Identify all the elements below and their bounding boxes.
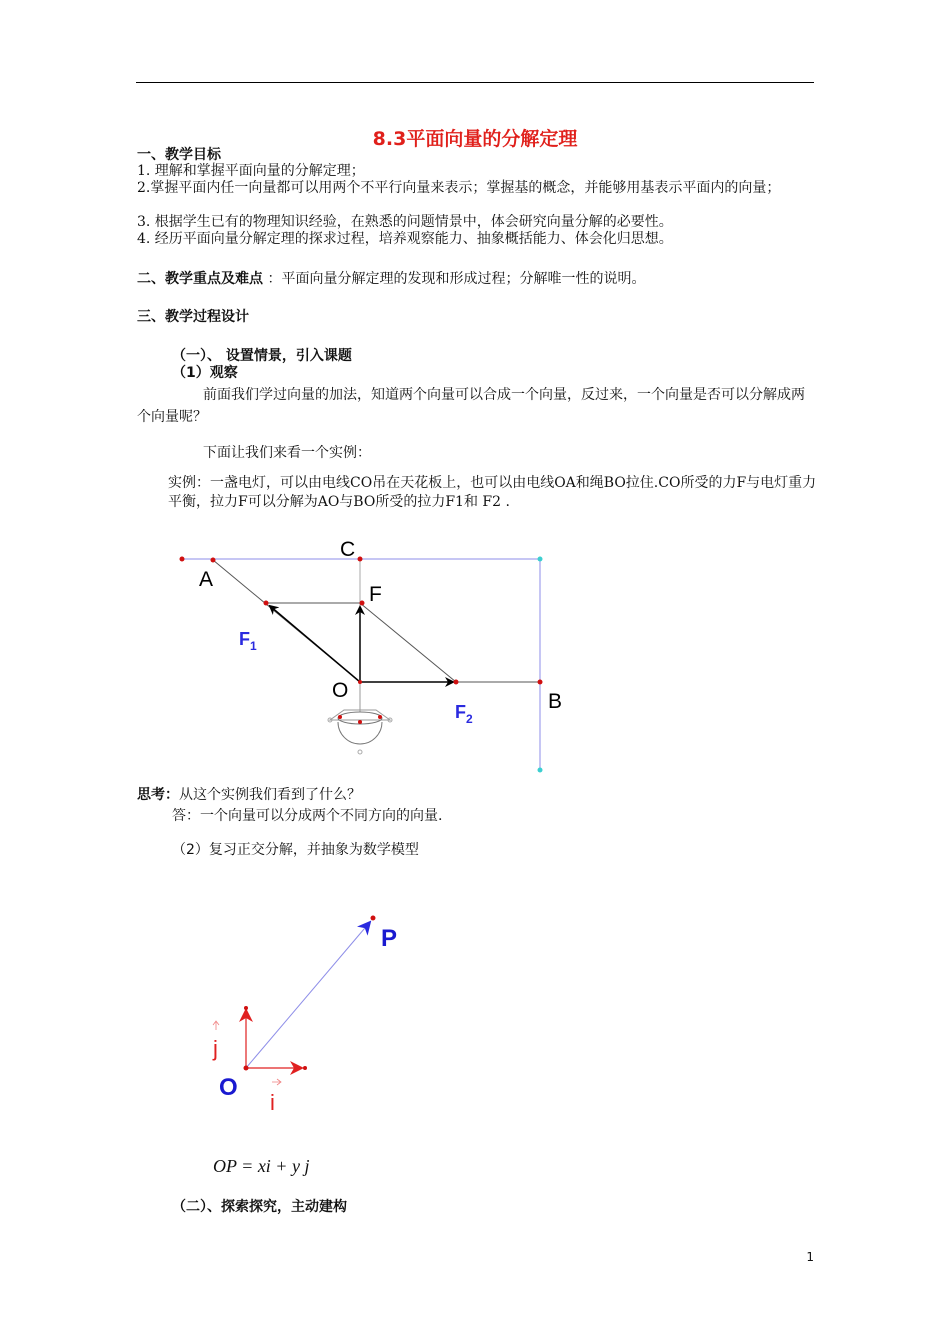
label-o: O <box>332 679 349 702</box>
point-p <box>371 916 376 921</box>
point-o <box>244 1066 249 1071</box>
section2-heading: 二、教学重点及难点 <box>137 271 263 287</box>
vector-op <box>246 922 370 1068</box>
objective-item-1: 1. 理解和掌握平面向量的分解定理； <box>137 163 365 179</box>
i-unit-arrow-icon <box>272 1079 281 1085</box>
review-heading: （2）复习正交分解，并抽象为数学模型 <box>172 842 419 858</box>
intro-paragraph: 前面我们学过向量的加法，知道两个向量可以合成一个向量，反过来，一个向量是否可以分解成两个向量呢？ <box>137 387 805 425</box>
point-j <box>244 1006 248 1010</box>
point-i <box>303 1066 307 1070</box>
section2-text: ：平面向量分解定理的发现和形成过程；分解唯一性的说明。 <box>263 271 646 287</box>
objective-item-3: 3. 根据学生已有的物理知识经验，在熟悉的问题情景中，体会研究向量分解的必要性。 <box>137 214 673 230</box>
section1-heading: 一、教学目标 <box>137 147 221 163</box>
label-o-2: O <box>219 1074 238 1101</box>
label-c: C <box>340 538 356 561</box>
objective-item-4: 4. 经历平面向量分解定理的探求过程，培养观察能力、抽象概括能力、体会化归思想。 <box>137 231 673 247</box>
page-number: 1 <box>806 1250 814 1264</box>
subsection-2-heading: （二）、探索探究，主动建构 <box>172 1199 347 1215</box>
label-i: i <box>270 1090 275 1115</box>
label-a: A <box>199 568 214 591</box>
page-title: 8.3平面向量的分解定理 <box>372 128 578 150</box>
label-b: B <box>548 690 563 713</box>
objective-item-2: 2.掌握平面内任一向量都可以用两个不平行向量来表示；掌握基的概念，并能够用基表示平面内的向量； <box>137 180 781 196</box>
subsection-1-heading: （一）、 设置情景，引入课题 <box>172 348 352 364</box>
example-paragraph: 实例：一盏电灯，可以由电线CO吊在天花板上，也可以由电线OA和绳BO拉住.CO所受的力F与电灯重力平衡，拉力F可以分解为AO与BO所受的拉力F1和 F2 . <box>168 475 817 510</box>
label-f1: $F_1$ <box>239 629 257 653</box>
observe-heading: （1）观察 <box>172 365 238 381</box>
decomposition-formula: OP = xi + y j <box>213 1156 310 1176</box>
label-f: F <box>369 583 382 606</box>
j-unit-arrow-icon <box>213 1021 219 1030</box>
label-f2: $F_2$ <box>455 702 473 726</box>
label-p: P <box>381 925 398 952</box>
section3-heading: 三、教学过程设计 <box>137 309 249 325</box>
answer-line: 答：一个向量可以分成两个不同方向的向量. <box>172 808 443 824</box>
example-intro: 下面让我们来看一个实例： <box>203 445 371 461</box>
label-j: j <box>213 1036 218 1061</box>
think-label: 思考： <box>137 787 179 803</box>
think-text: 从这个实例我们看到了什么？ <box>179 787 361 803</box>
